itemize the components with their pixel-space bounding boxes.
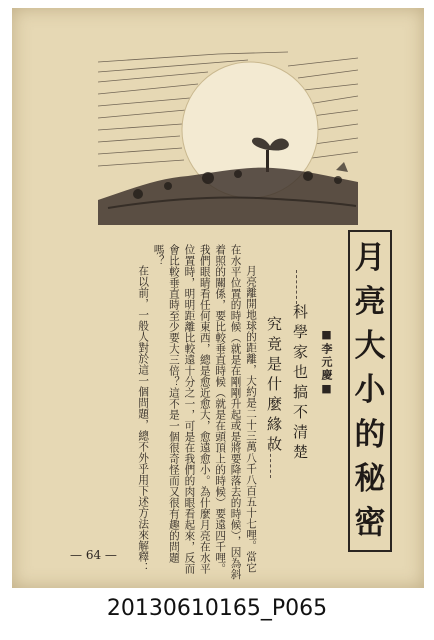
subtitle-divider bbox=[270, 438, 272, 478]
title-char: 秘 bbox=[354, 461, 386, 498]
image-caption: 20130610165_P065 bbox=[106, 596, 328, 621]
title-char: 密 bbox=[354, 505, 386, 542]
title-char: 小 bbox=[354, 372, 386, 409]
title-char: 亮 bbox=[354, 283, 386, 320]
article-author: ■李元慶■ bbox=[320, 328, 333, 397]
article-subtitle-line1: 科學家也搞不清楚 bbox=[291, 304, 309, 464]
moon-landscape-illustration bbox=[98, 50, 358, 225]
article-subtitle-line2: 究竟是什麼緣故 bbox=[265, 316, 283, 456]
body-paragraph: 在以前，一般人對於這一個問題，總不外乎用下述方法來解釋： bbox=[137, 265, 150, 574]
title-char: 月 bbox=[354, 239, 386, 276]
page-number: — 64 — bbox=[70, 548, 117, 562]
magazine-page bbox=[12, 8, 424, 588]
title-char: 的 bbox=[354, 416, 386, 453]
subtitle-divider bbox=[296, 270, 298, 304]
article-title bbox=[348, 230, 392, 552]
article-body bbox=[98, 244, 258, 580]
body-paragraph: 月亮離開地球的距離，大約是二十三萬八千八百五十七哩。當它在水平位置的時候（就是在剛剛升起或是將要降落去的時候），因為斜着照的關係，要比較垂直時候（就是在頭頂上的時候）要遠四千哩。我們眼睛看任何東西，總是愈近愈大，愈遠愈小。為什麼月亮在水平位置時，明明距離比較遠十分之一，可是在我們的肉眼看起來，反而會比較垂直時至少要大三倍？這不是一個很奇怪而又很有趣的問題嗎？ bbox=[152, 244, 257, 580]
title-char: 大 bbox=[354, 328, 386, 365]
